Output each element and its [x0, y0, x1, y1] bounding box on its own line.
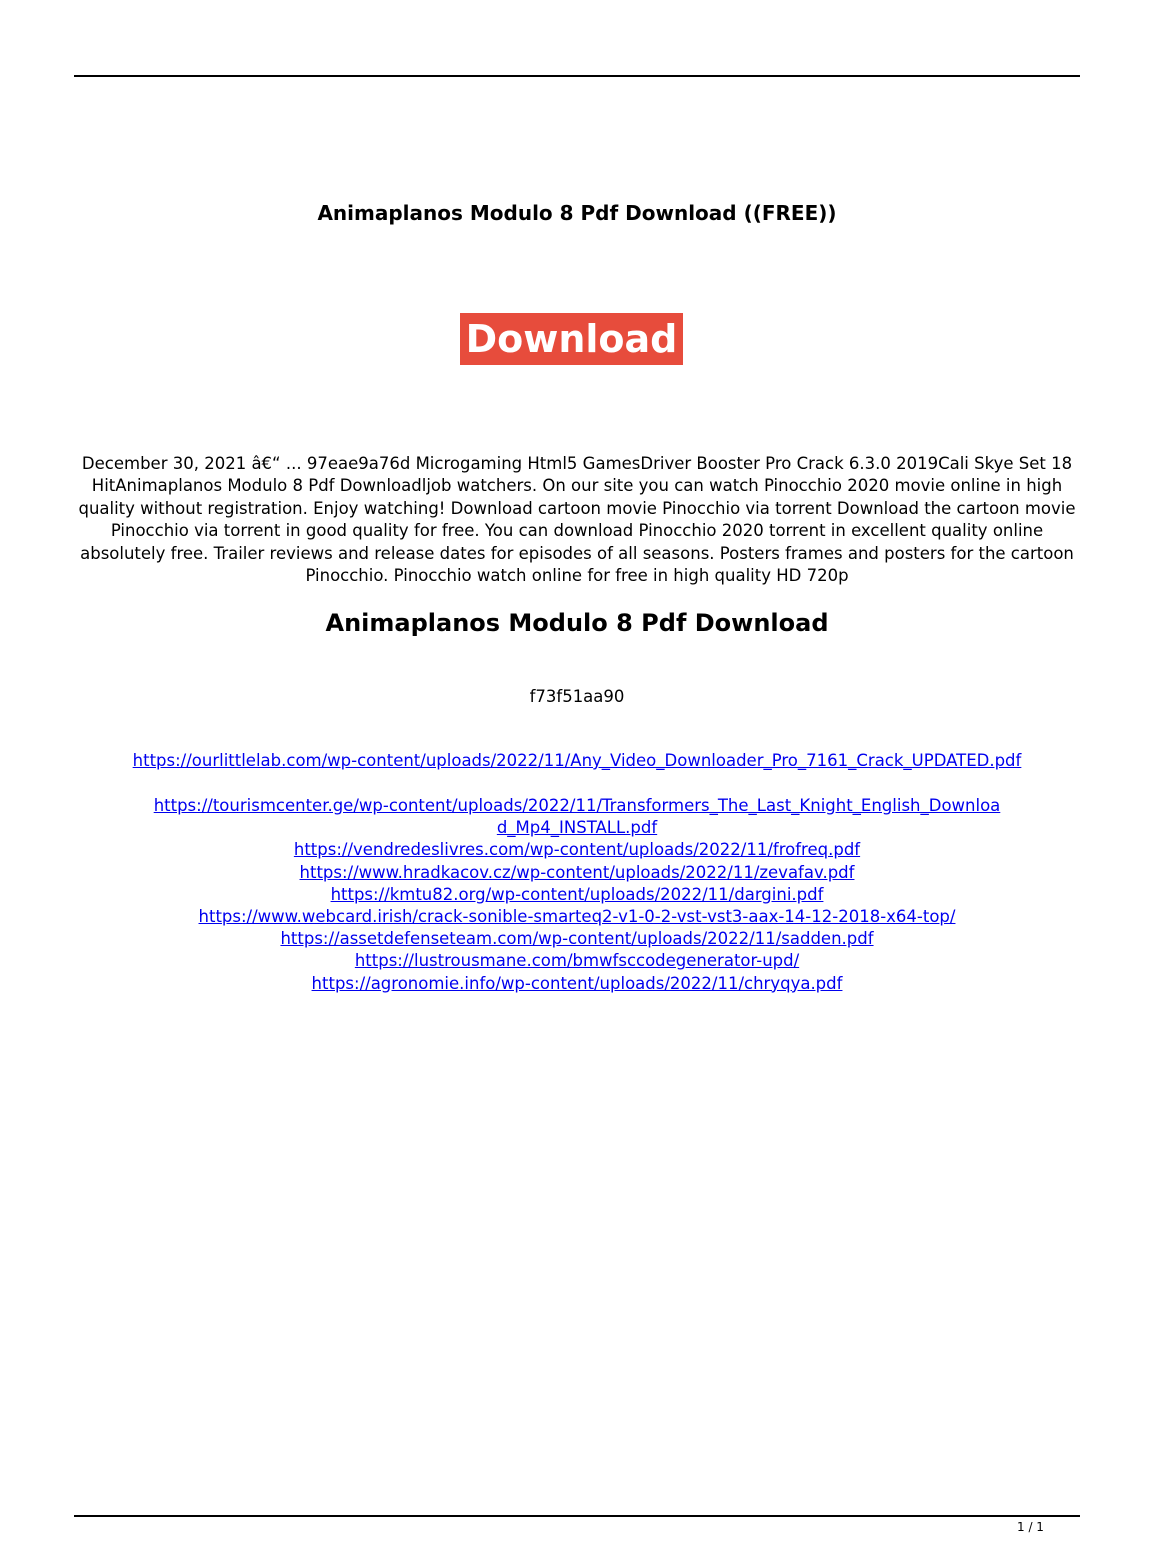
body-paragraph: December 30, 2021 â€“ ... 97eae9a76d Microgaming Html5 GamesDriver Booster Pro Crack 6.3.0 2019Cali Skye Set 18 HitAnimaplanos Modulo 8 Pdf Downloadljob watchers. On our site you can watch Pinocchio 2020 movie online in high quality without registration. Enjoy watching! Download cartoon movie Pinocchio via torrent Download the cartoon movie Pinocchio via torrent in good quality for free. You can download Pinocchio 2020 torrent in excellent quality online absolutely free. Trailer reviews and release dates for episodes of all seasons. Posters frames and posters for the cartoon Pinocchio. Pinocchio watch online for free in high quality HD 720p	[78, 454, 1076, 586]
link-item[interactable]: https://tourismcenter.ge/wp-content/uploads/2022/11/Transformers_The_Last_Knight_English_Download_Mp4_INSTALL.pdf	[153, 796, 1001, 838]
page-number: 1 / 1	[1017, 1520, 1044, 1534]
download-button[interactable]: Download	[460, 313, 683, 365]
footer-rule	[74, 1515, 1080, 1517]
hash-code: f73f51aa90	[529, 687, 625, 706]
header-rule	[74, 75, 1080, 77]
link-list-primary	[74, 750, 1080, 772]
link-item[interactable]: https://lustrousmane.com/bmwfsccodegenerator-upd/	[354, 951, 800, 971]
link-item[interactable]: https://vendredeslivres.com/wp-content/uploads/2022/11/frofreq.pdf	[293, 840, 861, 860]
link-list	[74, 795, 1080, 995]
link-item[interactable]: https://assetdefenseteam.com/wp-content/uploads/2022/11/sadden.pdf	[280, 929, 874, 949]
link-item[interactable]: https://www.hradkacov.cz/wp-content/uploads/2022/11/zevafav.pdf	[299, 862, 855, 882]
link-item[interactable]: https://agronomie.info/wp-content/uploads/2022/11/chryqya.pdf	[311, 973, 843, 993]
link-item[interactable]: https://ourlittlelab.com/wp-content/uploads/2022/11/Any_Video_Downloader_Pro_7161_Crack_UPDATED.pdf	[132, 751, 1022, 770]
document-subtitle: Animaplanos Modulo 8 Pdf Download	[325, 609, 829, 637]
link-item[interactable]: https://kmtu82.org/wp-content/uploads/2022/11/dargini.pdf	[330, 884, 824, 904]
link-item[interactable]: https://www.webcard.irish/crack-sonible-smarteq2-v1-0-2-vst-vst3-aax-14-12-2018-x64-top/	[198, 907, 956, 927]
document-title: Animaplanos Modulo 8 Pdf Download ((FREE))	[317, 201, 837, 225]
